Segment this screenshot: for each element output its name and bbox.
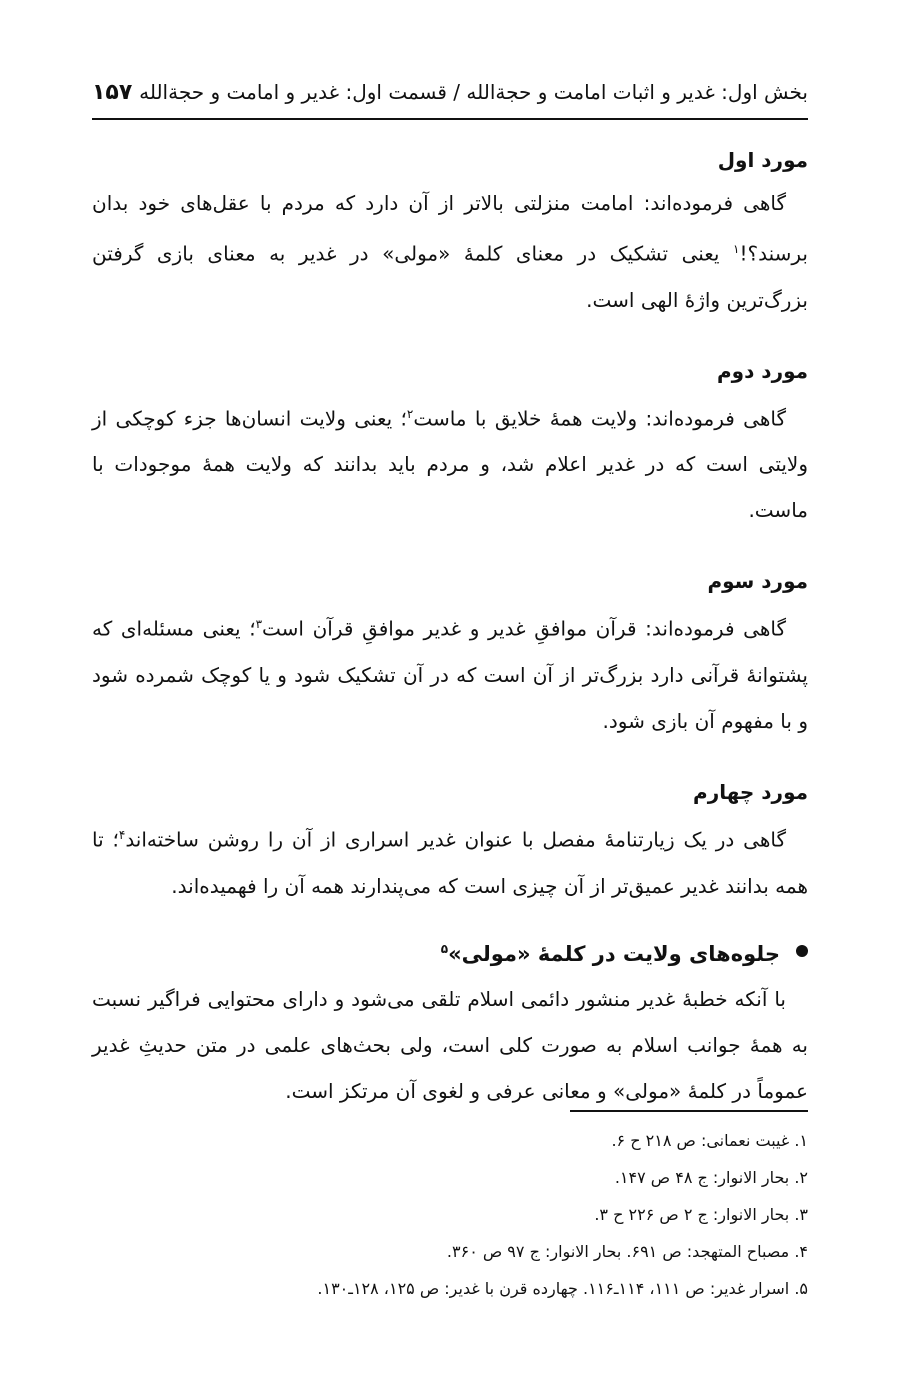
- section-heading: مورد سوم: [707, 569, 808, 594]
- section-paragraph: [92, 391, 808, 534]
- footnote-ref[interactable]: ۵: [440, 941, 449, 956]
- footnotes: [92, 1122, 808, 1307]
- bullet-heading-text: جلوه‌های ولایت در کلمهٔ «مولی»: [448, 941, 780, 966]
- footnote-ref[interactable]: ۱: [733, 242, 740, 256]
- footnote-ref[interactable]: ۳: [255, 617, 263, 632]
- footnote-ref[interactable]: ۲: [406, 406, 414, 421]
- page-number: ۱۵۷: [92, 79, 133, 105]
- paragraph-text: یعنی تشکیک در معنای کلمهٔ «مولی» در غدیر به معنای بازی گرفتن بزرگ‌ترین واژهٔ الهی است.: [92, 241, 808, 312]
- bullet-heading: [92, 927, 808, 976]
- paragraph-text: ؛ تا همه بدانند غدیر عمیق‌تر از آن چیزی است که می‌پندارند همه آن را فهمیده‌اند.: [92, 827, 808, 898]
- section-heading: مورد اول: [717, 148, 808, 172]
- section-paragraph: [92, 180, 808, 323]
- footnote-rule: [570, 1110, 808, 1112]
- page-header: [92, 72, 808, 112]
- footnote-ref[interactable]: ۴: [118, 827, 126, 842]
- paragraph-text: ؛ یعنی ولایت انسان‌ها جزء کوچکی از ولایتی است که در غدیر اعلام شد، و مردم باید بدانند که ولایت همهٔ موجودات با ماست.: [92, 406, 808, 523]
- section-paragraph: [92, 601, 808, 744]
- footnote: ۱. غیبت نعمانی: ص ۲۱۸ ح ۶.: [611, 1131, 808, 1150]
- header-rule: [92, 118, 808, 120]
- paragraph-text: گاهی فرموده‌اند: امامت منزلتی بالاتر از آن دارد که مردم با عقل‌های خود بدان برسند؟!: [92, 191, 808, 266]
- bullet-icon: [796, 945, 808, 957]
- paragraph-text: گاهی فرموده‌اند: ولایت همهٔ خلایق با ماست: [413, 406, 787, 431]
- paragraph-text: گاهی در یک زیارتنامهٔ مفصل با عنوان غدیر اسراری از آن را روشن ساخته‌اند: [125, 827, 786, 852]
- running-title: بخش اول: غدیر و اثبات امامت و حجةالله / قسمت اول: غدیر و امامت و حجةالله: [139, 80, 808, 104]
- footnote: ۲. بحار الانوار: ج ۴۸ ص ۱۴۷.: [614, 1168, 808, 1187]
- paragraph-text: گاهی فرموده‌اند: قرآن موافقِ غدیر و غدیر موافقِ قرآن است: [262, 616, 786, 641]
- page-body: [92, 140, 808, 1124]
- bullet-paragraph: با آنکه خطبهٔ غدیر منشور دائمی اسلام تلقی می‌شود و دارای محتوایی فراگیر نسبت به همهٔ جوانب اسلام به صورت کلی است، ولی بحث‌های علمی در متن حدیثِ غدیر عموماً در کلمهٔ «مولی» و معانی عرفی و لغوی آن مرتکز است.: [92, 986, 808, 1103]
- paragraph-text: ؛ یعنی مسئله‌ای که پشتوانهٔ قرآنی دارد بزرگ‌تر از آن است که در آن تشکیک شود و یا کوچک شمرده شود و با مفهوم آن بازی شود.: [92, 616, 808, 733]
- section-heading: مورد چهارم: [693, 779, 808, 804]
- section-heading: مورد دوم: [716, 358, 808, 383]
- footnote: ۴. مصباح المتهجد: ص ۶۹۱. بحار الانوار: ج ۹۷ ص ۳۶۰.: [446, 1242, 808, 1261]
- section-paragraph: [92, 812, 808, 909]
- footnote: ۵. اسرار غدیر: ص ۱۱۱، ۱۱۴ـ۱۱۶. چهارده قرن با غدیر: ص ۱۲۵، ۱۲۸ـ۱۳۰.: [317, 1279, 808, 1298]
- footnote: ۳. بحار الانوار: ج ۲ ص ۲۲۶ ح ۳.: [594, 1205, 808, 1224]
